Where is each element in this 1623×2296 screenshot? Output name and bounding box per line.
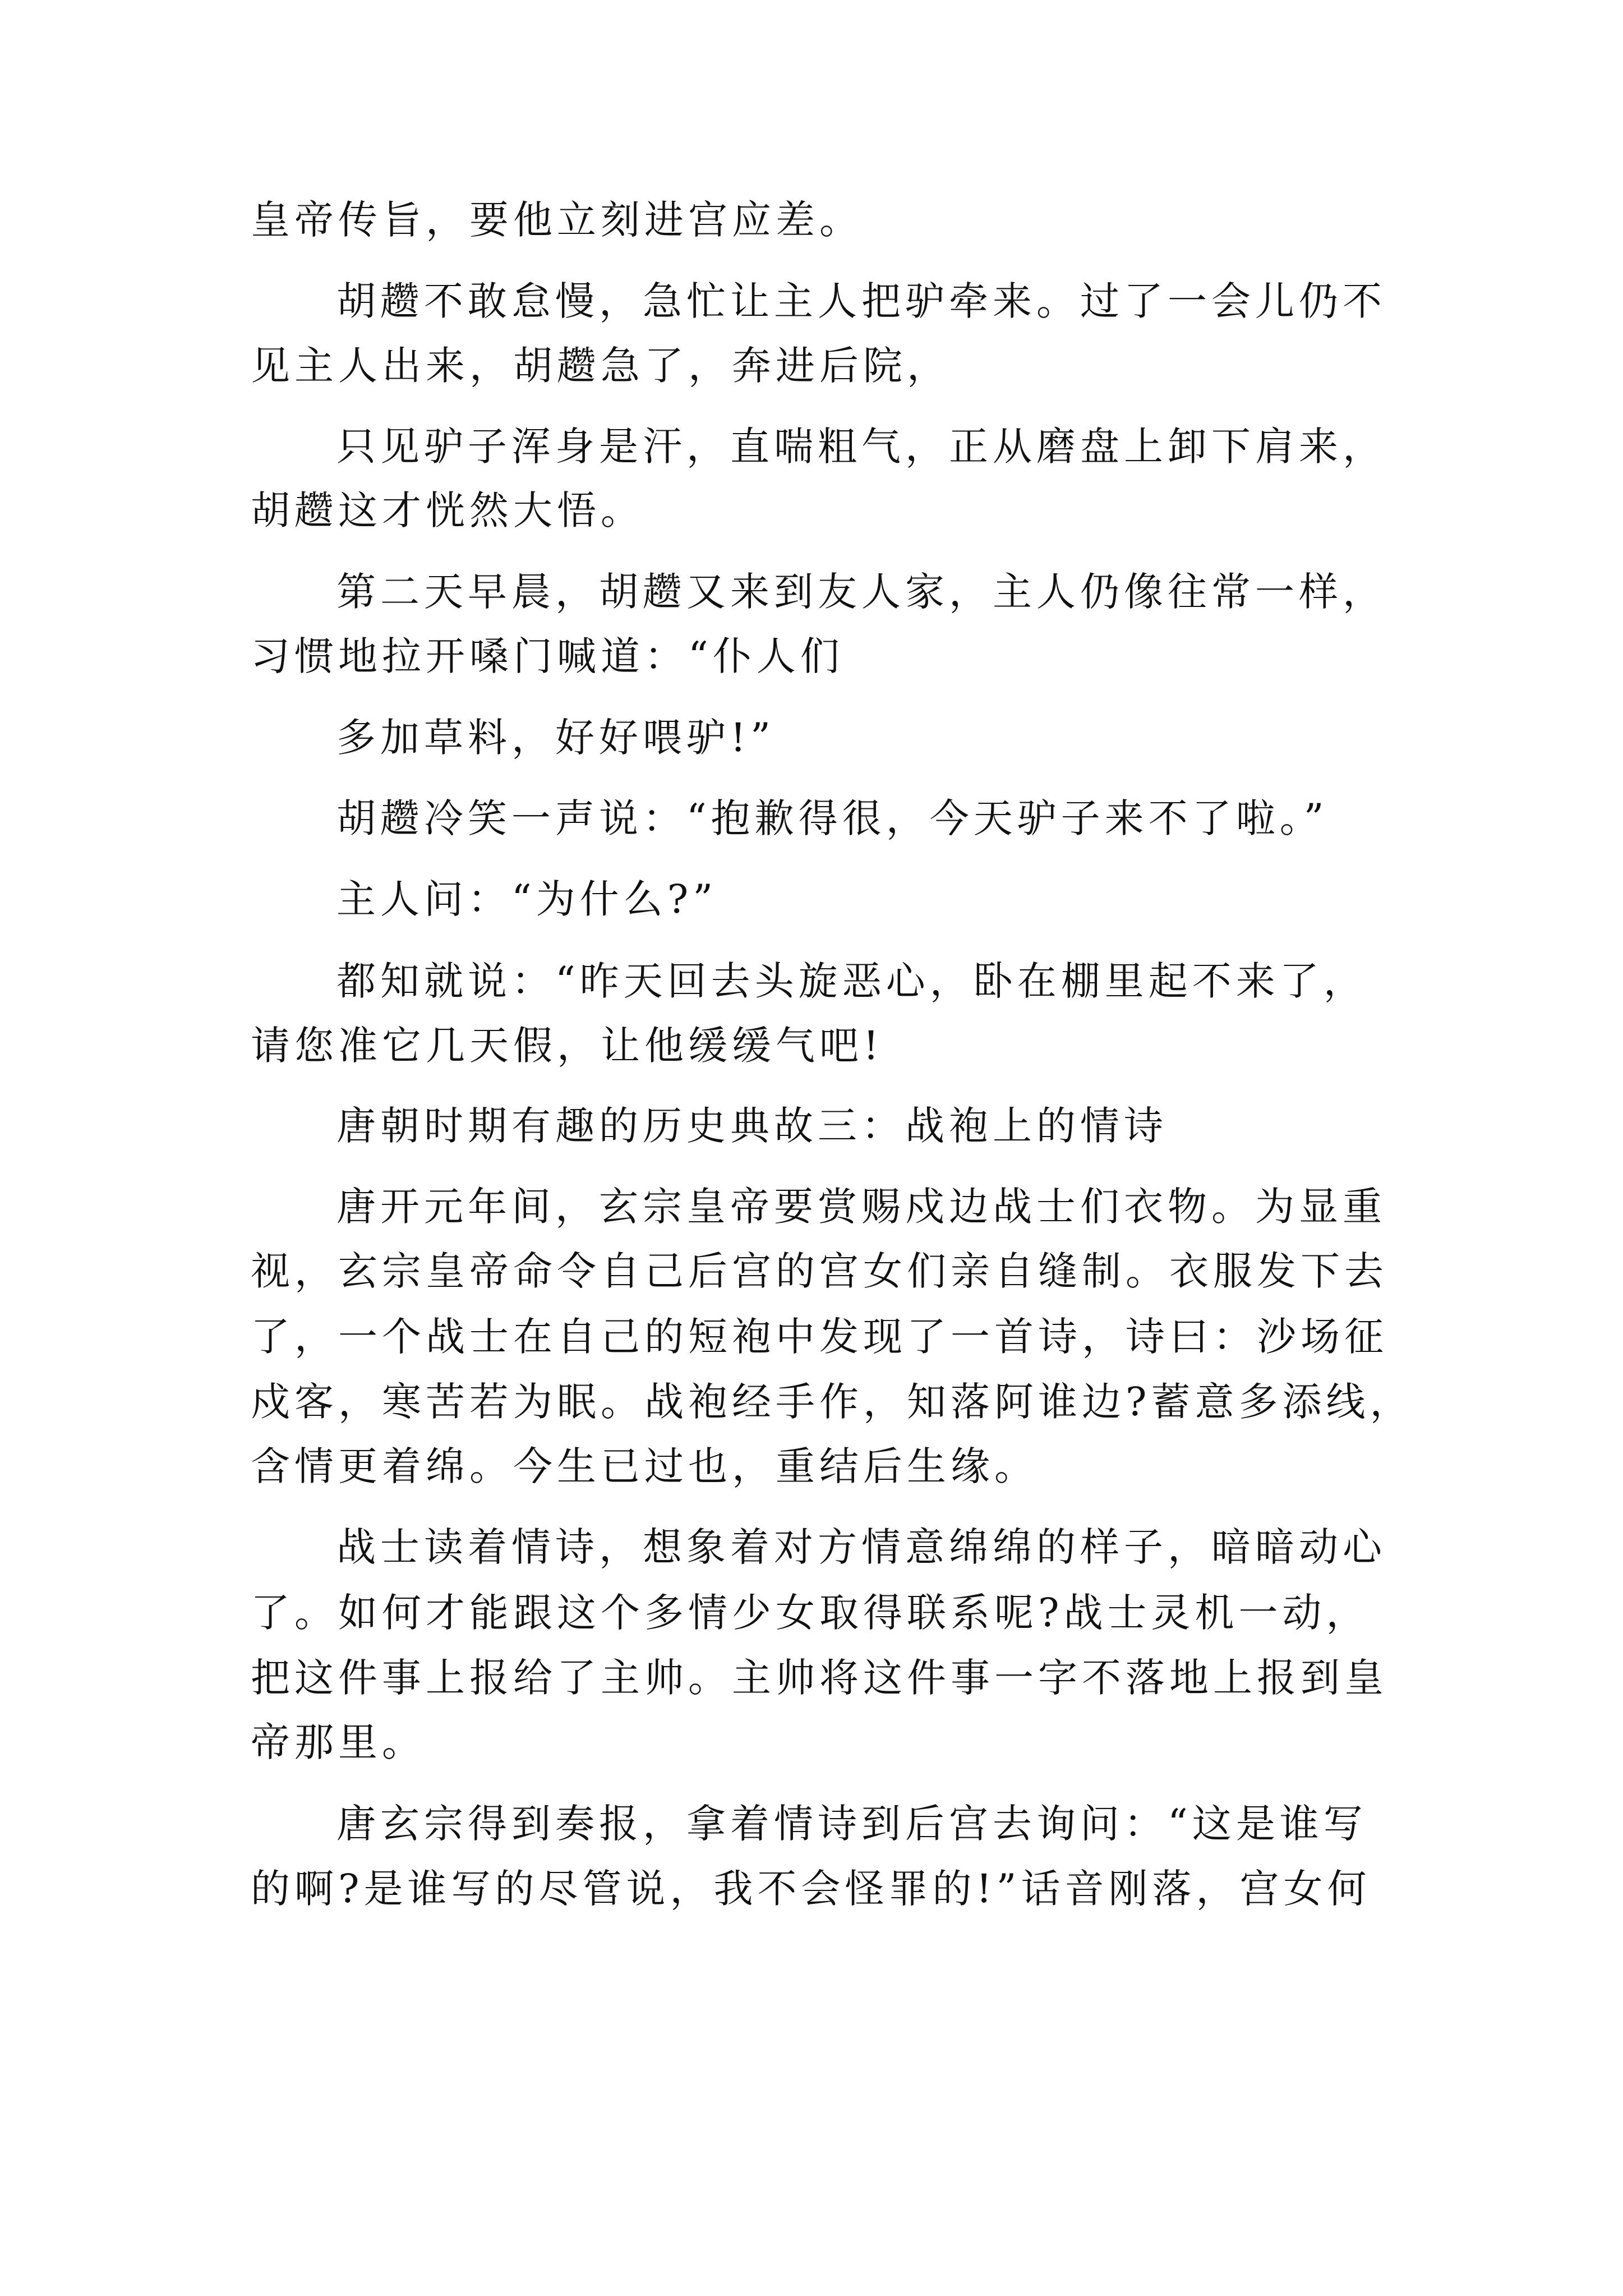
- text-line: 第二天早晨，胡趱又来到友人家，主人仍像往常一样，: [336, 569, 1386, 615]
- text-line: 胡趱不敢怠慢，急忙让主人把驴牵来。过了一会儿仍不: [336, 278, 1386, 324]
- text-line: 多加草料，好好喂驴!”: [336, 715, 775, 761]
- text-line: 唐玄宗得到奏报，拿着情诗到后宫去询问：“这是谁写: [336, 1801, 1367, 1847]
- text-line: 唐朝时期有趣的历史典故三：战袍上的情诗: [336, 1103, 1168, 1149]
- text-line: 戍客，寒苦若为眠。战袍经手作，知落阿谁边?蓄意多添线，: [251, 1379, 1414, 1425]
- text-line: 都知就说：“昨天回去头旋恶心，卧在棚里起不来了，: [336, 958, 1367, 1004]
- text-line: 视，玄宗皇帝命令自己后宫的宫女们亲自缝制。衣服发下去: [251, 1248, 1388, 1294]
- text-line: 的啊?是谁写的尽管说，我不会怪罪的!”话音刚落，宫女何: [251, 1866, 1371, 1912]
- text-line: 了。如何才能跟这个多情少女取得联系呢?战士灵机一动，: [251, 1590, 1370, 1636]
- text-line: 胡趱冷笑一声说：“抱歉得很，今天驴子来不了啦。”: [336, 795, 1329, 841]
- text-line: 把这件事上报给了主帅。主帅将这件事一字不落地上报到皇: [251, 1655, 1388, 1701]
- text-line: 胡趱这才恍然大悟。: [251, 487, 644, 533]
- text-line: 只见驴子浑身是汗，直喘粗气，正从磨盘上卸下肩来，: [336, 424, 1386, 470]
- text-line: 了，一个战士在自己的短袍中发现了一首诗，诗曰：沙场征: [251, 1314, 1388, 1360]
- text-line: 战士读着情诗，想象着对方情意绵绵的样子，暗暗动心: [336, 1524, 1386, 1570]
- text-line: 习惯地拉开嗓门喊道：“仆人们: [251, 633, 844, 679]
- text-line: 唐开元年间，玄宗皇帝要赏赐戍边战士们衣物。为显重: [336, 1184, 1386, 1230]
- text-line: 含情更着绵。今生已过也，重结后生缘。: [251, 1443, 1038, 1489]
- text-line: 皇帝传旨，要他立刻进宫应差。: [251, 197, 863, 243]
- text-line: 请您准它几天假，让他缓缓气吧!: [251, 1023, 884, 1069]
- text-line: 帝那里。: [251, 1719, 426, 1765]
- text-line: 见主人出来，胡趱急了，奔进后院，: [251, 343, 951, 389]
- text-line: 主人问：“为什么?”: [336, 876, 718, 922]
